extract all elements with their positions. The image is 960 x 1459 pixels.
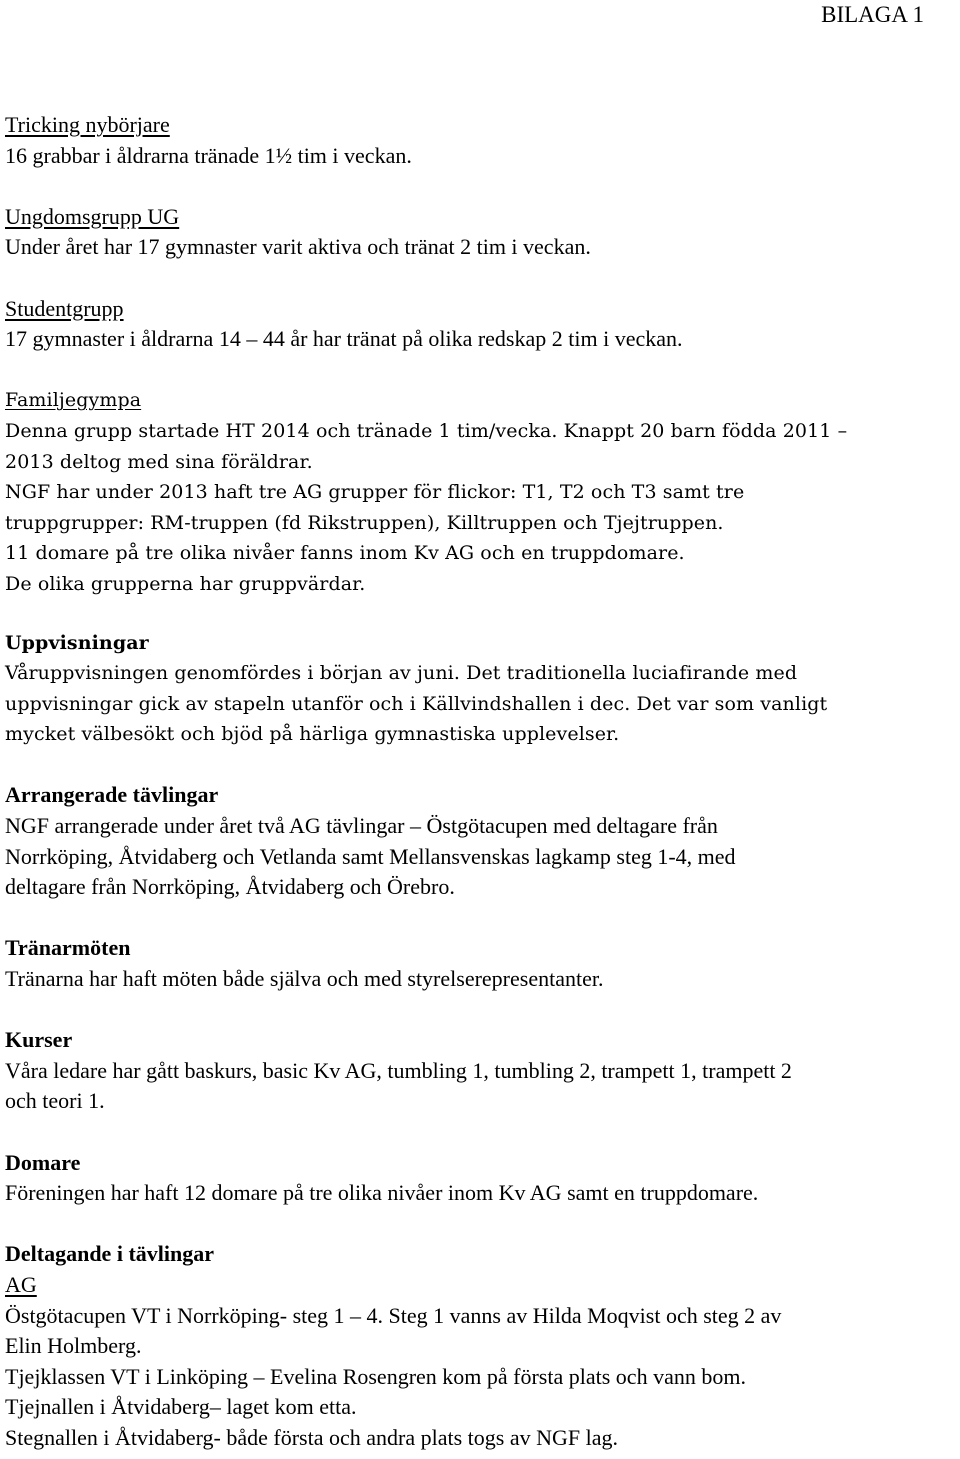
paragraph-line: NGF arrangerade under året två AG tävlingar – Östgötacupen med deltagare från bbox=[5, 813, 718, 839]
paragraph-line: Östgötacupen VT i Norrköping- steg 1 – 4. Steg 1 vanns av Hilda Moqvist och steg 2 av bbox=[5, 1302, 782, 1328]
paragraph-line: NGF har under 2013 haft tre AG grupper för flickor: T1, T2 och T3 samt tre bbox=[5, 481, 745, 504]
paragraph-line: Tjejnallen i Åtvidaberg– laget kom etta. bbox=[5, 1394, 357, 1420]
paragraph-line: Elin Holmberg. bbox=[5, 1333, 142, 1359]
paragraph-line: Våra ledare har gått baskurs, basic Kv AG, tumbling 1, tumbling 2, trampett 1, trampett 2 bbox=[5, 1057, 792, 1083]
paragraph-line: Stegnallen i Åtvidaberg- både första och andra plats togs av NGF lag. bbox=[5, 1424, 618, 1450]
section-heading-familjegympa: Familjegympa bbox=[5, 389, 142, 412]
section-studentgrupp bbox=[5, 294, 957, 355]
paragraph-line: truppgrupper: RM-truppen (fd Rikstruppen), Killtruppen och Tjejtruppen. bbox=[5, 511, 724, 534]
paragraph-line: mycket välbesökt och bjöd på härliga gymnastiska upplevelser. bbox=[5, 723, 620, 746]
section-arrangerade bbox=[5, 780, 957, 902]
section-familjegympa bbox=[5, 385, 957, 599]
paragraph-line: Tränarna har haft möten både själva och med styrelserepresentanter. bbox=[5, 966, 604, 992]
section-heading-uppvisningar: Uppvisningar bbox=[5, 631, 149, 654]
subheading-ag: AG bbox=[5, 1271, 37, 1297]
section-heading-tricking: Tricking nybörjare bbox=[5, 112, 170, 137]
paragraph-line: Denna grupp startade HT 2014 och tränade 1 tim/vecka. Knappt 20 barn födda 2011 – bbox=[5, 419, 848, 442]
section-heading-domare: Domare bbox=[5, 1149, 81, 1175]
paragraph-line: 11 domare på tre olika nivåer fanns inom Kv AG och en truppdomare. bbox=[5, 542, 685, 565]
section-tranarmoten bbox=[5, 933, 957, 994]
section-heading-ungdomsgrupp: Ungdomsgrupp UG bbox=[5, 203, 180, 229]
paragraph-line: Under året har 17 gymnaster varit aktiva och tränat 2 tim i veckan. bbox=[5, 234, 591, 260]
paragraph-line: 16 grabbar i åldrarna tränade 1½ tim i veckan. bbox=[5, 142, 412, 168]
section-heading-studentgrupp: Studentgrupp bbox=[5, 295, 124, 321]
paragraph-line: deltagare från Norrköping, Åtvidaberg och Örebro. bbox=[5, 874, 455, 900]
section-tricking bbox=[5, 110, 957, 171]
section-heading-kurser: Kurser bbox=[5, 1027, 73, 1053]
paragraph-line: 17 gymnaster i åldrarna 14 – 44 år har tränat på olika redskap 2 tim i veckan. bbox=[5, 326, 683, 352]
paragraph-line: 2013 deltog med sina föräldrar. bbox=[5, 450, 313, 473]
section-kurser bbox=[5, 1025, 957, 1117]
section-heading-tranarmoten: Tränarmöten bbox=[5, 935, 131, 961]
paragraph-line: och teori 1. bbox=[5, 1088, 105, 1114]
paragraph-line: De olika grupperna har gruppvärdar. bbox=[5, 572, 366, 595]
paragraph-line: Våruppvisningen genomfördes i början av juni. Det traditionella luciafirande med bbox=[5, 662, 798, 685]
document-body bbox=[5, 110, 957, 1454]
section-deltagande bbox=[5, 1239, 957, 1453]
section-domare bbox=[5, 1148, 957, 1209]
paragraph-line: uppvisningar gick av stapeln utanför och i Källvindshallen i dec. Det var som vanligt bbox=[5, 692, 828, 715]
paragraph-line: Föreningen har haft 12 domare på tre olika nivåer inom Kv AG samt en truppdomare. bbox=[5, 1180, 759, 1206]
section-uppvisningar bbox=[5, 628, 957, 750]
paragraph-line: Norrköping, Åtvidaberg och Vetlanda samt Mellansvenskas lagkamp steg 1-4, med bbox=[5, 843, 736, 869]
appendix-label: BILAGA 1 bbox=[821, 2, 924, 27]
section-heading-arrangerade: Arrangerade tävlingar bbox=[5, 782, 219, 808]
paragraph-line: Tjejklassen VT i Linköping – Evelina Rosengren kom på första plats och vann bom. bbox=[5, 1363, 746, 1389]
section-ungdomsgrupp bbox=[5, 202, 957, 263]
section-heading-deltagande: Deltagande i tävlingar bbox=[5, 1241, 214, 1267]
